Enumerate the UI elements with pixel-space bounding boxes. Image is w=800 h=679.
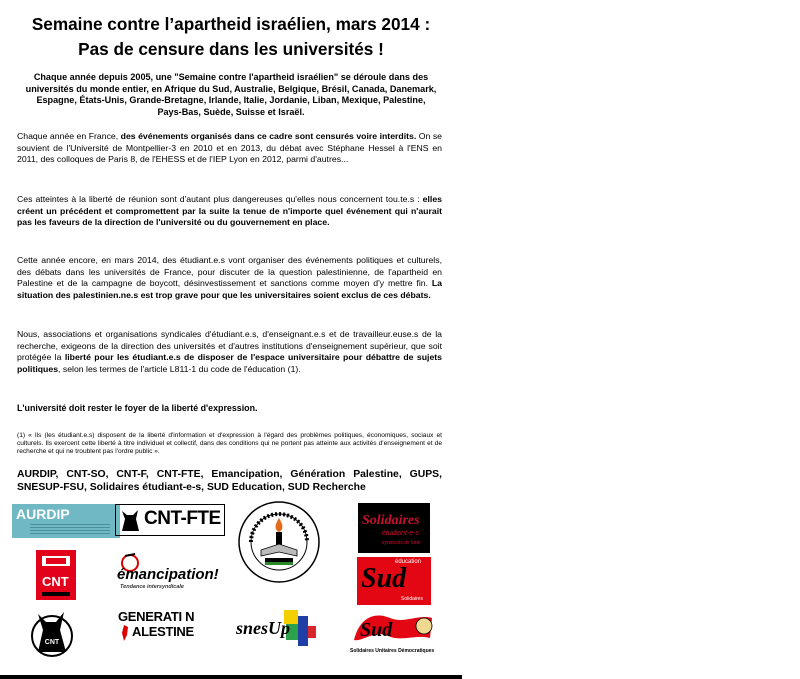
cnt-logo-text: CNT (42, 574, 69, 589)
emancipation-logo-subtitle: Tendance intersyndicale (120, 584, 184, 590)
title-line-2: Pas de censure dans les universités ! (78, 39, 384, 59)
aurdip-logo (12, 504, 120, 538)
text-run: Cette année encore, en mars 2014, des étudiant.e.s vont organiser des événements politiques et culturels, des débats dans les universités de France, pour discuter de la question palestinienne, de l'apartheid en Palestine et de la campagne de boycott, désinvestissement et sanctions comme moyen d'y mettre fin. (17, 255, 442, 289)
emancipation-logo (117, 552, 225, 594)
text-run: Nous, associations et organisations syndicales d'étudiant.e.s, d'enseignant.e.s et de travailleur.euse.s de la recherche, exigeons de la direction des universités et d'autres institutions d'enseignement supérieur, que soit protégée la (17, 329, 442, 363)
svg-text:CNT: CNT (44, 639, 60, 646)
snesup-logo (236, 610, 330, 650)
sud-bottom-label: Solidaires (401, 596, 423, 602)
sud-recherche-subtitle: Solidaires Unitaires Démocratiques (350, 648, 435, 654)
solidaires-logo-subtitle: étudiant-e-s (382, 530, 419, 537)
generation-line-1: GENERATI N (118, 609, 195, 624)
aurdip-logo-text: AURDIP (16, 506, 70, 522)
sud-recherche-logo (350, 608, 436, 658)
sud-education-logo (357, 557, 431, 605)
paragraph-demand (17, 329, 442, 376)
aurdip-tagline-lines (30, 524, 110, 534)
emancipation-logo-text: émancipation! (117, 566, 219, 583)
palestine-map-icon (120, 625, 130, 641)
intro-paragraph: Chaque année depuis 2005, une "Semaine contre l'apartheid israélien" se déroule dans des universités du monde entier, en Afrique du Sud, Australie, Belgique, Brésil, Canada, Danemark, Espagne, États-Unis, Grande-Bretagne, Irlande, Italie, Jordanie, Liban, Mexique, Palestine, Pays-Bas, Suède, Suisse et Israël. (25, 72, 437, 117)
title-line-1: Semaine contre l’apartheid israélien, mars 2014 : (31, 14, 431, 34)
bottom-rule (0, 675, 462, 679)
sud-recherche-emblem-icon (350, 608, 436, 646)
black-cat-icon (119, 507, 141, 533)
text-run: Ces atteintes à la liberté de réunion sont d'autant plus dangereuses qu'elles nous concernent tou.te.s : (17, 194, 423, 204)
svg-text:Sud: Sud (360, 619, 393, 641)
snesup-color-block-blue (298, 616, 308, 646)
bold-text-run: des événements organisés dans ce cadre sont censurés voire interdits. (120, 131, 417, 141)
text-run: , selon les termes de l'article L811-1 du code de l'éducation (1). (58, 364, 301, 375)
sud-logo-text: Sud (361, 563, 407, 594)
text-run: Chaque année en France, (17, 131, 121, 141)
signatories-list: AURDIP, CNT-SO, CNT-F, CNT-FTE, Emancipation, Génération Palestine, GUPS, SNESUP-FSU, Solidaires étudiant-e-s, SUD Education, SUD Recherche (17, 469, 442, 494)
solidaires-logo-text: Solidaires (362, 513, 420, 528)
cnt-logo (36, 550, 76, 600)
gups-seal-icon (237, 500, 321, 584)
generation-palestine-logo (118, 609, 218, 645)
cnt-f-logo (28, 606, 76, 662)
bold-text-run: La situation des palestinien.ne.s est trop grave pour que les universitaires soient exclus de ces débats. (17, 278, 442, 301)
bold-text-run: elles créent un précédent et compromettent par la suite la tenue de n'importe quel événement qui n'aurait pas les faveurs de la direction de l'université ou du gouvernement en place. (17, 194, 442, 228)
gups-logo (237, 500, 321, 584)
black-cat-circle-icon (28, 606, 76, 662)
solidaires-logo-tagline: syndicats de lutte (382, 540, 421, 546)
paragraph-censorship (17, 131, 442, 166)
snesup-logo-text: snesUp (236, 618, 291, 638)
text-run: On se souvient de l'Université de Montpellier-3 en 2010 et en 2013, du débat avec Stéphane Hessel à l'ENS en 2011, des colloques de Paris 8, de l'EHESS et de l'IEP Lyon en 2012, parmi d'autres... (17, 131, 443, 165)
generation-line-2-text: ALESTINE (132, 624, 194, 639)
bold-text-run: liberté pour les étudiant.e.s de disposer de l'espace universitaire pour débattre de sujets politiques (17, 352, 443, 375)
paragraph-freedom (17, 194, 442, 229)
cnt-fte-logo (115, 504, 225, 536)
closing-statement: L'université doit rester le foyer de la liberté d'expression. (17, 403, 258, 413)
paragraph-events (17, 255, 442, 302)
cnt-fte-logo-text: CNT-FTE (144, 508, 221, 529)
snesup-color-block-red (308, 626, 316, 638)
footnote: (1) « Ils (les étudiant.e.s) disposent de la liberté d'information et d'expression à l'égard des problèmes politiques, économiques, sociaux et culturels. Ils exercent cette liberté à titre individuel et collectif, dans des conditions qui ne portent pas atteinte aux activités d'enseignement et de recherche et qui ne troublent pas l'ordre public ». (17, 432, 442, 456)
solidaires-etudiants-logo (358, 503, 430, 553)
generation-line-2 (118, 624, 218, 639)
sud-top-label: éducation (395, 559, 422, 565)
